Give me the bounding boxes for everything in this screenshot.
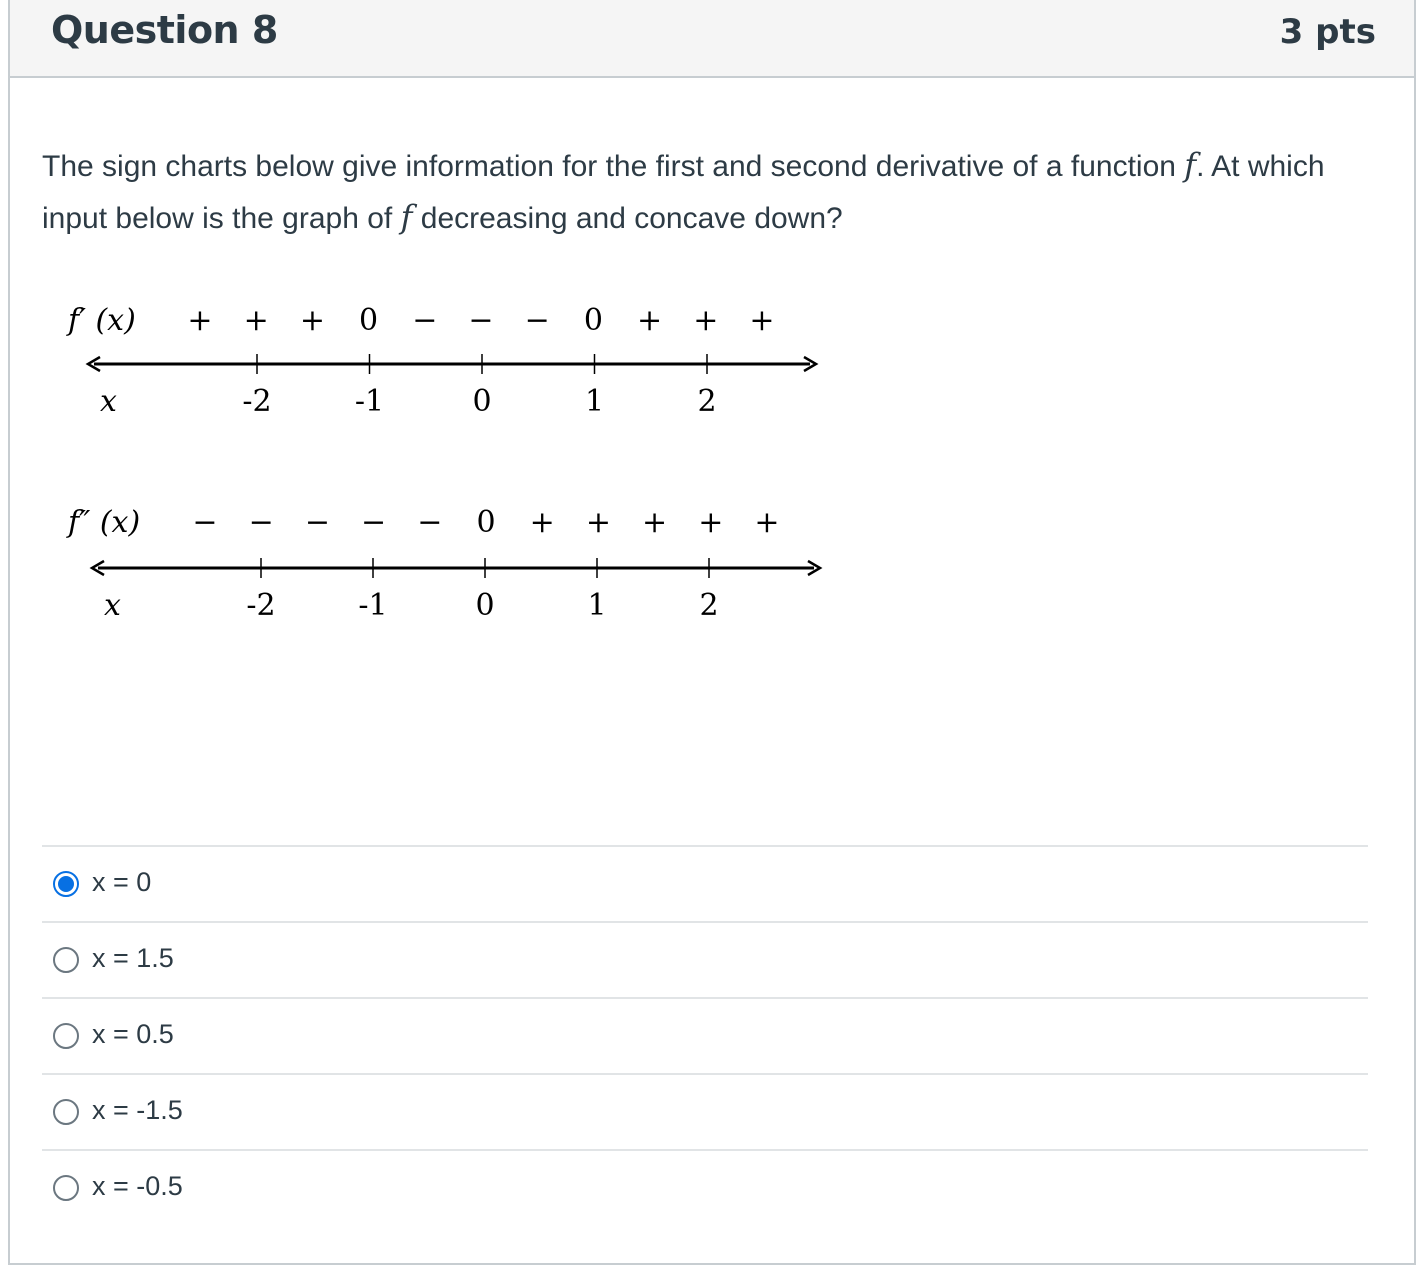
sign-chart xyxy=(66,303,816,419)
radio-button-icon[interactable] xyxy=(53,1099,79,1125)
tick-label: 2 xyxy=(699,588,719,623)
answer-label: x = -1.5 xyxy=(92,1095,183,1125)
radio-button-icon[interactable] xyxy=(53,1175,79,1201)
tick-label: -1 xyxy=(354,384,385,419)
tick-label: 0 xyxy=(475,588,495,623)
answer-label: x = 1.5 xyxy=(92,943,174,973)
prompt-text-2: . At which input below is the graph of xyxy=(42,150,1325,235)
sign-symbol: 0 xyxy=(583,303,603,338)
sign-symbol: − xyxy=(248,505,274,540)
sign-symbol: − xyxy=(412,303,438,338)
axis-variable-label: x xyxy=(100,384,117,419)
answer-list xyxy=(42,845,1368,1225)
sign-symbol: − xyxy=(361,505,387,540)
radio-button-icon[interactable] xyxy=(53,871,79,897)
sign-symbol: + xyxy=(642,505,668,540)
answer-option[interactable] xyxy=(42,1149,1368,1225)
prompt-function-var: f xyxy=(1184,146,1197,184)
tick-label: 1 xyxy=(584,384,605,419)
sign-symbol: − xyxy=(468,303,494,338)
prompt-text-3: decreasing and concave down? xyxy=(412,202,843,235)
sign-symbol: + xyxy=(754,505,780,540)
sign-symbol: + xyxy=(585,505,611,540)
tick-label: -2 xyxy=(242,384,272,419)
sign-symbol: + xyxy=(698,505,724,540)
prompt-function-var: f xyxy=(400,198,413,236)
sign-symbol: + xyxy=(693,303,719,338)
sign-symbol: − xyxy=(524,303,550,338)
answer-label: x = -0.5 xyxy=(92,1171,183,1201)
answer-option[interactable] xyxy=(42,1073,1368,1149)
tick-label: -2 xyxy=(246,588,276,623)
radio-button-icon[interactable] xyxy=(53,947,79,973)
sign-symbol: + xyxy=(299,303,325,338)
sign-symbol: − xyxy=(304,505,330,540)
answer-option[interactable] xyxy=(42,921,1368,997)
prompt-text-1: The sign charts below give information for the first and second derivative of a function xyxy=(42,150,1185,183)
sign-symbol: + xyxy=(243,303,269,338)
answer-option[interactable] xyxy=(42,845,1368,921)
sign-symbol: 0 xyxy=(359,303,379,338)
sign-symbol: + xyxy=(187,303,213,338)
sign-symbol: 0 xyxy=(476,505,496,540)
axis-variable-label: x xyxy=(104,588,121,623)
answer-label: x = 0.5 xyxy=(92,1019,174,1049)
sign-symbol: − xyxy=(417,505,443,540)
question-points: 3 pts xyxy=(1279,12,1376,52)
derivative-label: f″ (x) xyxy=(68,505,141,540)
question-title: Question 8 xyxy=(51,8,278,52)
sign-symbol: + xyxy=(529,505,555,540)
tick-label: 2 xyxy=(697,384,717,419)
sign-symbol: + xyxy=(749,303,775,338)
sign-symbol: + xyxy=(637,303,663,338)
answer-option[interactable] xyxy=(42,997,1368,1073)
tick-label: 1 xyxy=(587,588,607,623)
derivative-label: f′ (x) xyxy=(68,303,136,338)
tick-label: 0 xyxy=(472,384,492,419)
radio-button-icon[interactable] xyxy=(53,1023,79,1049)
sign-symbol: − xyxy=(192,505,218,540)
sign-chart xyxy=(66,505,820,623)
answer-label: x = 0 xyxy=(92,867,152,897)
tick-label: -1 xyxy=(358,588,388,623)
